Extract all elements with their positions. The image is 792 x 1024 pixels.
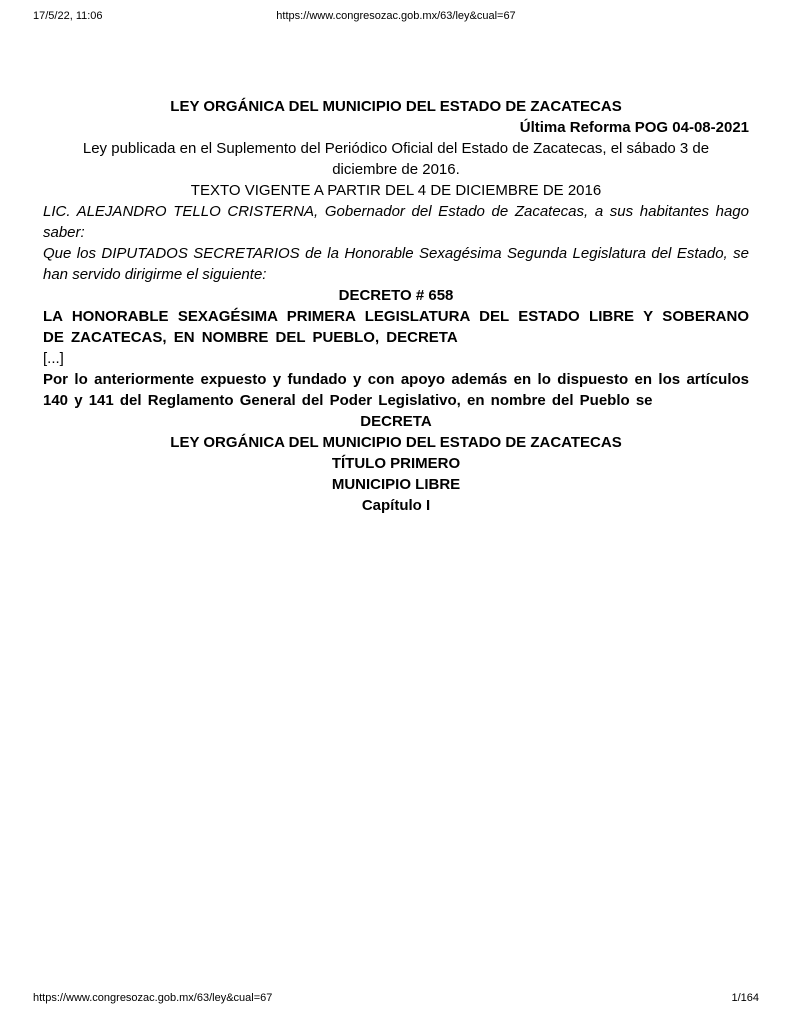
reform-note: Última Reforma POG 04-08-2021 — [519, 119, 749, 136]
print-header-url: https://www.congresozac.gob.mx/63/ley&cual=67 — [276, 10, 516, 22]
law-title: LEY ORGÁNICA DEL MUNICIPIO DEL ESTADO DE ZACATECAS — [170, 434, 622, 451]
legislature-decree: LA HONORABLE SEXAGÉSIMA PRIMERA LEGISLATURA DEL ESTADO LIBRE Y SOBERANO DE ZACATECAS, EN NOMBRE DEL PUEBLO, DECRETA — [43, 308, 749, 346]
titulo-primero-heading: TÍTULO PRIMERO — [331, 455, 461, 472]
municipio-libre-heading: MUNICIPIO LIBRE — [331, 476, 461, 493]
omitted-text-marker: [...] — [43, 350, 64, 367]
document-title: LEY ORGÁNICA DEL MUNICIPIO DEL ESTADO DE ZACATECAS — [170, 98, 622, 115]
print-datetime: 17/5/22, 11:06 — [33, 10, 103, 22]
capitulo-heading: Capítulo I — [361, 497, 431, 514]
print-footer-url: https://www.congresozac.gob.mx/63/ley&cual=67 — [33, 992, 273, 1004]
vigencia-note: TEXTO VIGENTE A PARTIR DEL 4 DE DICIEMBRE DE 2016 — [190, 182, 602, 199]
page-number: 1/164 — [731, 992, 759, 1004]
decree-number: DECRETO # 658 — [338, 287, 454, 304]
document-page — [43, 0, 749, 516]
decreta-heading: DECRETA — [360, 413, 432, 430]
governor-statement: LIC. ALEJANDRO TELLO CRISTERNA, Gobernador del Estado de Zacatecas, a sus habitantes hago saber: — [43, 203, 749, 241]
secretaries-statement: Que los DIPUTADOS SECRETARIOS de la Honorable Sexagésima Segunda Legislatura del Estado, se han servido dirigirme el siguiente: — [43, 245, 749, 283]
publication-note: Ley publicada en el Suplemento del Periódico Oficial del Estado de Zacatecas, el sábado 3 de diciembre de 2016. — [82, 140, 710, 178]
print-footer — [33, 992, 759, 1006]
foundation-paragraph: Por lo anteriormente expuesto y fundado y con apoyo además en lo dispuesto en los artículos 140 y 141 del Reglamento General del Poder Legislativo, en nombre del Pueblo se — [43, 371, 749, 409]
